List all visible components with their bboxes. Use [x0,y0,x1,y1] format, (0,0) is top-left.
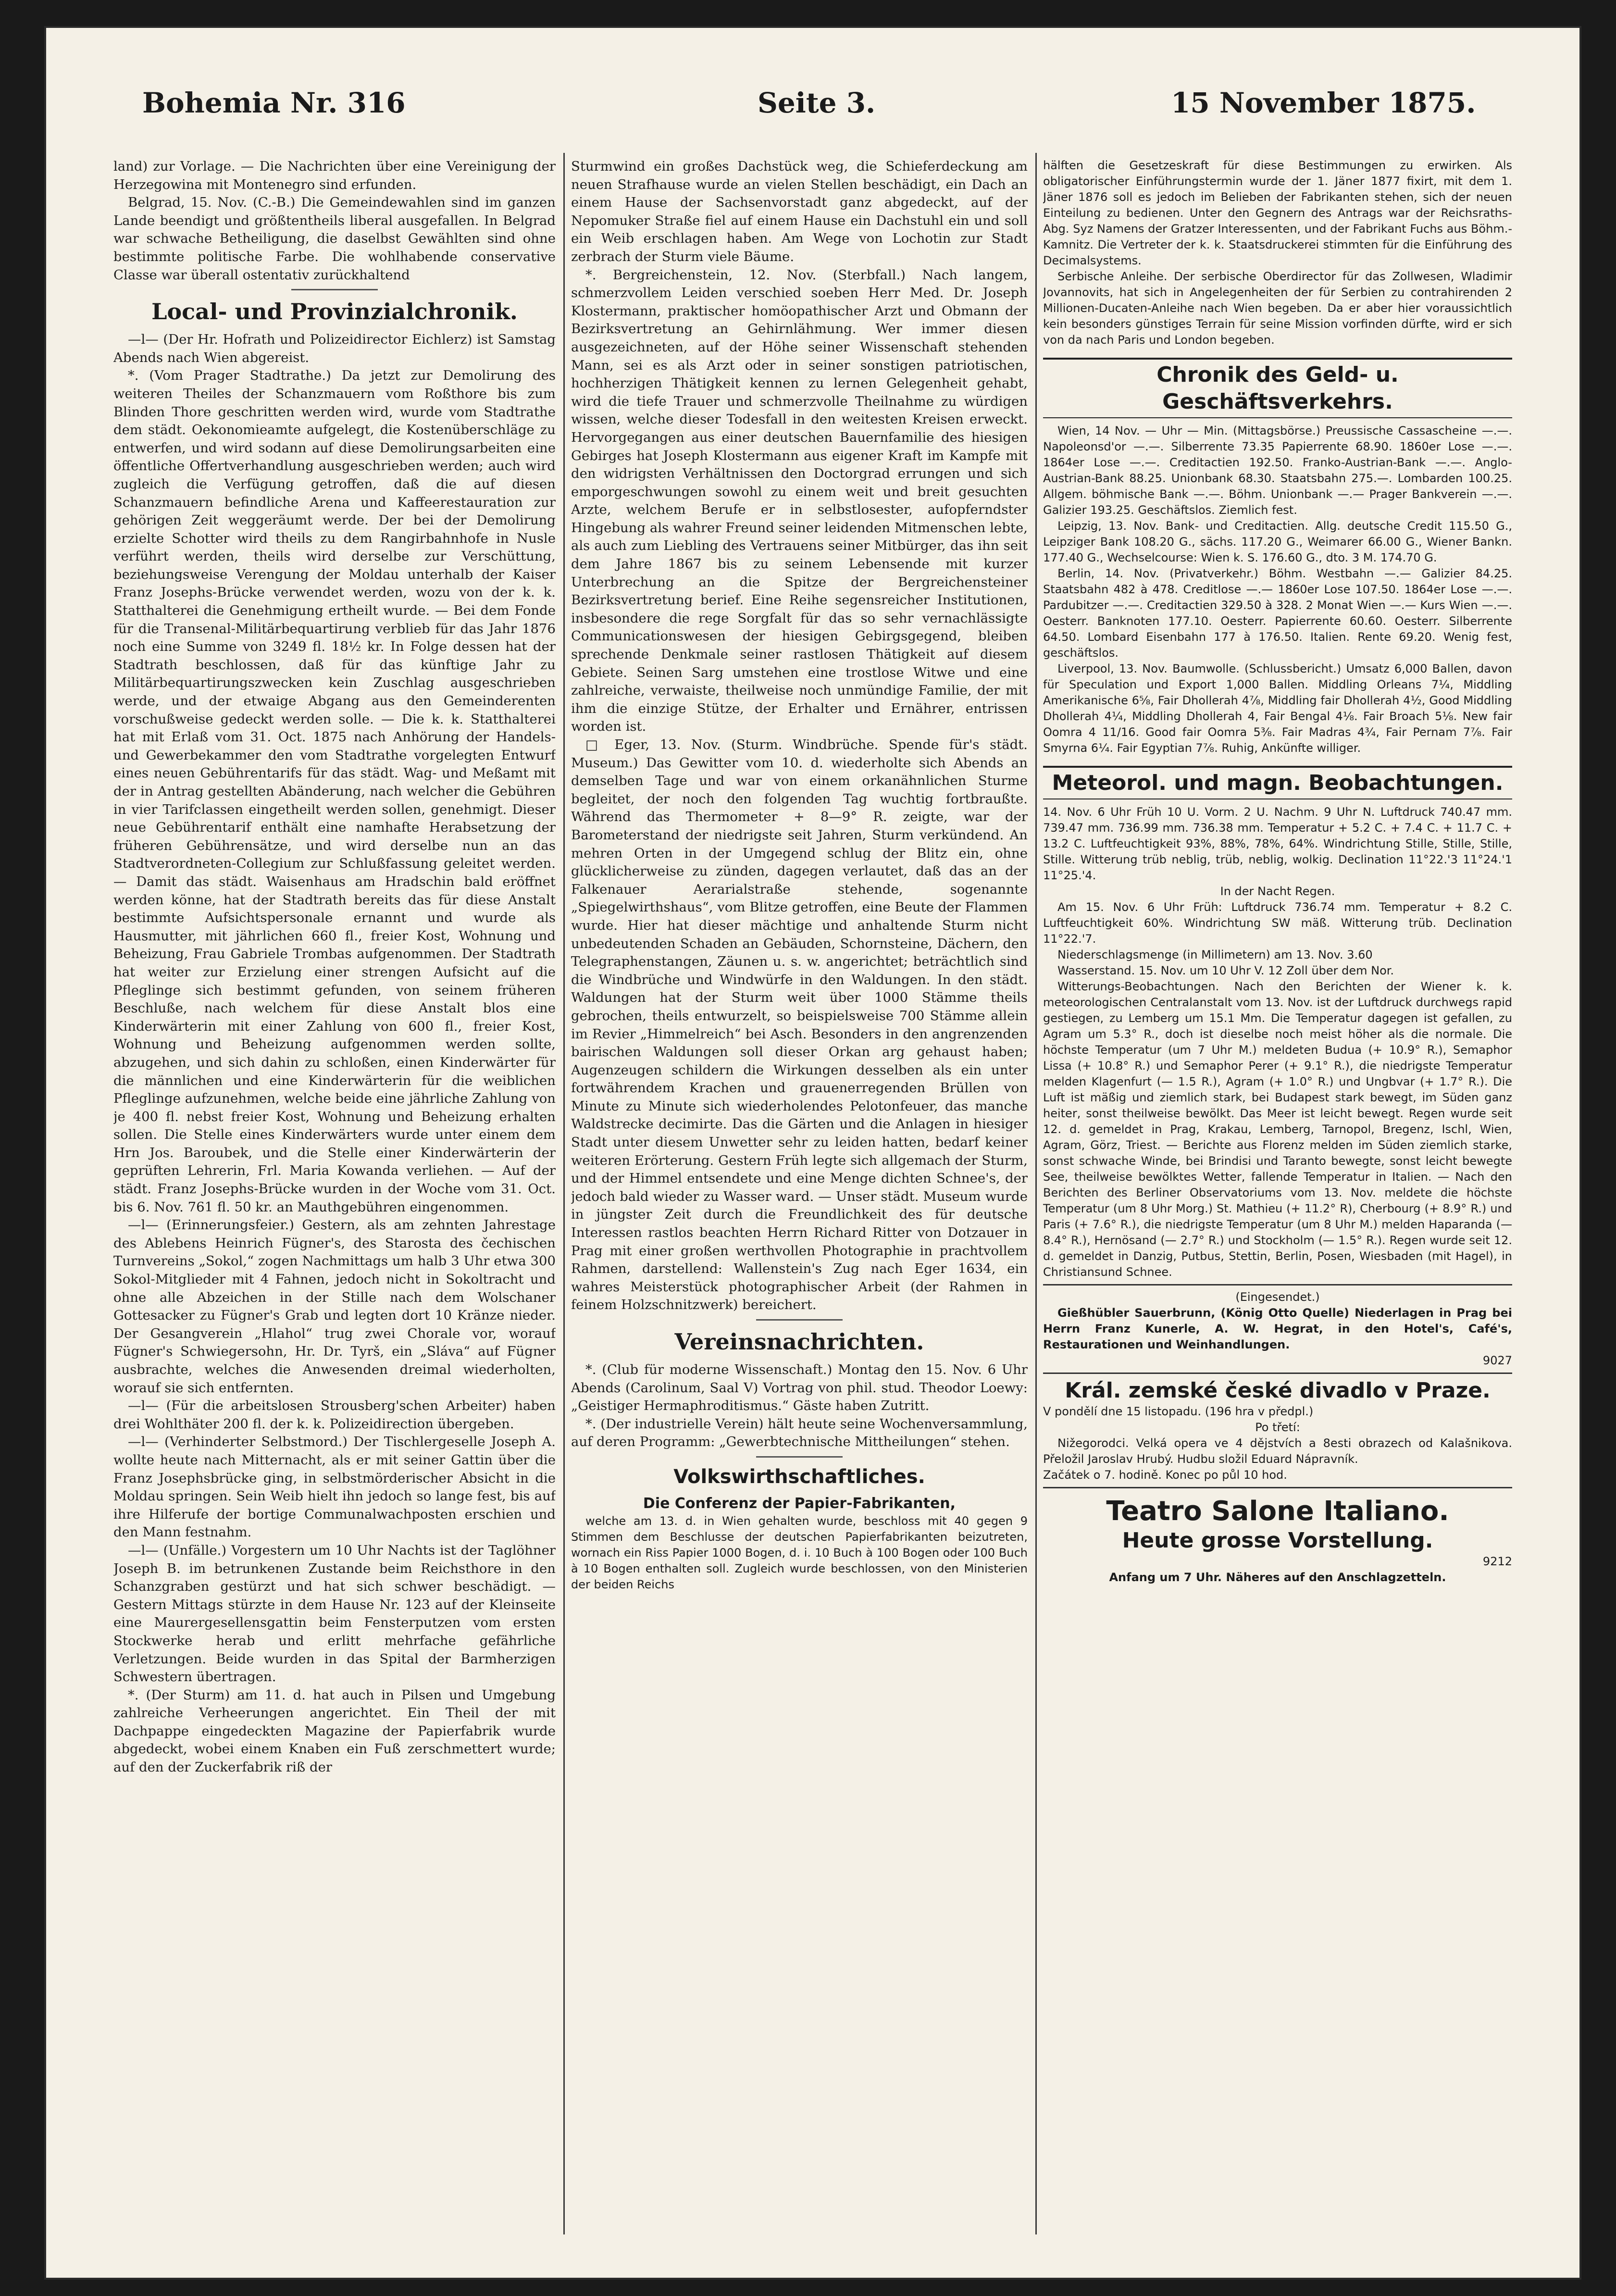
article-text: land) zur Vorlage. — Die Nachrichten über eine Vereinigung der Herzegowina mit Montenegro sind erfunden. [113,159,556,192]
section-title-volkswirtschaft: Volkswirthschaftliches. [673,1465,925,1488]
market-report: Liverpool, 13. Nov. Baumwolle. (Schlussbericht.) Umsatz 6,000 Ballen, davon für Speculation und Export 1,000 Ballen. Middling Orleans 7¼, Middling Amerikanische 6⅝, Fair Dhollerah 4⅞, Middling fair Dhollerah 4½, Good Middling Dhollerah 4¼, Middling Dhollerah 4, Fair Bengal 4⅛. Fair Broach 5⅛. New fair Oomra 4 11/16. Good fair Oomra 5⅜. Fair Madras 4¾, Fair Pernam 7⅞. Fair Smyrna 6¼. Fair Egyptian 7⅞. Ruhig, Ankünfte williger. [1043,662,1512,755]
market-report: Berlin, 14. Nov. (Privatverkehr.) Böhm. Westbahn —.— Galizier 84.25. Staatsbahn 482 à 478. Creditlose —.— 1860er Lose 107.50. 1864er Lose —.—. Pardubitzer —.—. Creditactien 329.50 à 328. 2 Monat Wien —.— Kurs Wien —.—. Oesterr. Banknoten 177.10. Oesterr. Papierrente 60.60. Oesterr. Silberrente 64.50. Lombard Eisenbahn 177 à 176.50. Italien. Rente 69.20. Wenig fest, geschäftslos. [1043,567,1512,660]
market-report: Leipzig, 13. Nov. Bank- und Creditactien. Allg. deutsche Credit 115.50 G., Leipziger Bank 108.20 G., sächs. 117.20 G., Weimarer 66.00 G., Wiener Bankn. 177.40 G., Wechselcourse: Wien k. S. 176.60 G., dto. 3 M. 174.70 G. [1043,519,1512,564]
teatro-title: Teatro Salone Italiano. [1106,1496,1449,1527]
header-issue: Bohemia Nr. 316 [142,87,406,119]
theater-title: Král. zemské české divadlo v Praze. [1065,1378,1491,1403]
column-1 [113,158,556,2249]
article-text: Serbische Anleihe. Der serbische Oberdirector für das Zollwesen, Wladimir Jovannovits, hat sich in Angelegenheiten der für Serbien zu contrahirenden 2 Millionen-Ducaten-Anleihe nach Wien begeben. Da er aber hier voraussichtlich kein besonders günstiges Terrain für seine Mission vorfinden dürfte, wird er sich von da nach Paris und London begeben. [1043,270,1512,347]
column-3 [1043,158,1512,2249]
separator [756,1319,843,1321]
weather-table: 14. Nov. 6 Uhr Früh 10 U. Vorm. 2 U. Nachm. 9 Uhr N. Luftdruck 740.47 mm. 739.47 mm. 736.99 mm. 736.38 mm. Temperatur + 5.2 C. + 7.4 C. + 11.7 C. + 13.2 C. Luftfeuchtigkeit 93%, 88%, 78%, 64%. Windrichtung Stille, Stille, Stille, Stille. Witterung trüb neblig, trüb, neblig, wolkig. Declination 11°22.'3 11°24.'1 11°25.'4. [1043,805,1512,882]
teatro-subtitle: Heute grosse Vorstellung. [1122,1528,1433,1553]
separator [291,289,378,290]
article-text: Sturmwind ein großes Dachstück weg, die Schieferdeckung am neuen Strafhause wurde an vielen Stellen beschädigt, ein Dach an einem Hause der Sachsenvorstadt ganz abgedeckt, auf der Nepomuker Straße fiel auf einem Hause ein Dachstuhl ein und soll ein Weib erschlagen haben. Am Wege von Lochotin zur Stadt zerbrach der Sturm viele Bäume. [571,159,1028,264]
section-title-weather: Meteorol. und magn. Beobachtungen. [1043,766,1512,799]
separator [756,1456,843,1458]
article-text: *. (Der Sturm) am 11. d. hat auch in Pilsen und Umgebung zahlreiche Verheerungen angerichtet. Ein Theil der mit Dachpappe eingedeckten Magazine der Papierfabrik wurde abgedeckt, wobei einem Knaben ein Fuß zerschmettert wurde; auf den der Zuckerfabrik riß der [113,1687,556,1775]
theater-text: V pondělí dne 15 listopadu. (196 hra v předpl.) [1043,1405,1314,1418]
market-report: Wien, 14 Nov. — Uhr — Min. (Mittagsbörse.) Preussische Cassascheine —.—. Napoleonsd'or —.—. Silberrente 73.35 Papierrente 68.90. 1860er Lose —.—. 1864er Lose —.—. Creditactien 192.50. Franko-Austrian-Bank —.—. Anglo-Austrian-Bank 88.25. Unionbank 68.30. Staatsbahn 275.—. Lombarden 100.25. Allgem. böhmische Bank —.—. Böhm. Unionbank —.— Prager Bankverein —.—. Galizier 193.25. Geschäftslos. Ziemlich fest. [1043,424,1512,517]
weather-text: Am 15. Nov. 6 Uhr Früh: Luftdruck 736.74 mm. Temperatur + 8.2 C. Luftfeuchtigkeit 60%. Windrichtung SW mäß. Witterung trüb. Declination 11°22.'7. [1043,900,1512,946]
teatro-footer: Anfang um 7 Uhr. Näheres auf den Anschlagzetteln. [1109,1571,1446,1584]
article-text: □ Eger, 13. Nov. (Sturm. Windbrüche. Spende für's städt. Museum.) Das Gewitter vom 10. d. wiederholte sich Abends an demselben Tage und war von einem orkanähnlichen Sturme begleitet, der noch den folgenden Tag wuchtig fortbraußte. Während das Thermometer + 8—9° R. zeigte, war der Barometerstand der niedrigste seit Jahren, Sturm verkündend. An mehren Orten in der Umgegend schlug der Blitz ein, ohne glücklicherweise zu zünden, dagegen verlautet, daß das an der Falkenauer Aerarialstraße stehende, sogenannte „Spiegelwirthshaus“, vom Blitze getroffen, eine Beute der Flammen wurde. Hier hat dieser mächtige und anhaltende Sturm nicht unbedeutenden Schaden an Gebäuden, Schornsteine, Dächern, den Telegraphenstangen, Zäunen u. s. w. angerichtet; beträchtlich sind die Windbrüche und Windwürfe in den Waldungen. In den städt. Waldungen hat der Sturm weit über 1000 Stämme theils gebrochen, theils entwurzelt, so beispielsweise 700 Stämme allein im Revier „Himmelreich“ bei Asch. Besonders in den angrenzenden bairischen Waldungen soll dieser Orkan arg gehaust haben; Augenzeugen schildern die Wirkungen desselben als ein unter fortwährendem Krachen und grauenerregenden Brüllen von Minute zu Minute sich wiederholendes Pelotonfeuer, das manche Waldstrecke decimirte. Das die Gärten und die Anlagen in hiesiger Stadt unter diesem Unwetter sehr zu leiden hatten, bedarf keiner weiteren Erörterung. Gestern Früh legte sich allgemach der Sturm, und der Himmel entsendete und eine Menge dichten Schnee's, der jedoch bald wieder zu Wasser ward. — Unser städt. Museum wurde in jüngster Zeit durch die Freundlichkeit des für deutsche Interessen rastlos beachten Herrn Richard Ritter von Dotzauer in Prag mit einer großen werthvollen Photographie in prachtvollem Rahmen, darstellend: Wallenstein's Zug nach Eger 1634, ein wahres Meisterstück photographischer Arbeit (der Rahmen in feinem Holzschnitzwerk) bereichert. [571,737,1028,1313]
theater-text: Začátek o 7. hodině. Konec po půl 10 hod. [1043,1468,1287,1482]
advert-number: 9212 [1482,1555,1512,1568]
article-text: *. (Club für moderne Wissenschaft.) Montag den 15. Nov. 6 Uhr Abends (Carolinum, Saal V) Vortrag von phil. stud. Theodor Loewy: „Geistiger Hermaphroditismus.“ Gäste haben Zutritt. [571,1362,1028,1414]
section-title-finance: Chronik des Geld- u. Geschäftsverkehrs. [1043,358,1512,418]
article-text: —l— (Erinnerungsfeier.) Gestern, als am zehnten Jahrestage des Ablebens Heinrich Fügner's, des Starosta des čechischen Turnvereins „Sokol,“ zogen Nachmittags um halb 3 Uhr etwa 300 Sokol-Mitglieder mit 4 Fahnen, jedoch nicht in Sokoltracht und ohne alle Abzeichen in der Stille nach dem Wolschaner Gottesacker zu Fügner's Grab und legten dort 10 Kränze nieder. Der Gesangverein „Hlahol“ trug zwei Chorale vor, worauf Fügner's Schwiegersohn, Hr. Dr. Tyrš, ein „Sláva“ auf Fügner ausbrachte, welches die Anwesenden dreimal wiederholten, worauf sie sich entfernten. [113,1217,556,1396]
column-divider [563,153,565,2234]
weather-note: In der Nacht Regen. [1220,885,1335,898]
header-page-number: Seite 3. [758,87,876,119]
article-text: hälften die Gesetzeskraft für diese Bestimmungen zu erwirken. Als obligatorischer Einführungstermin wurde der 1. Jäner 1877 fixirt, mit dem 1. Jäner 1876 soll es jedoch im Belieben der Fabrikanten stehen, sich der neuen Einteilung zu bedienen. Unter den Gegnern des Antrags war der Reichsraths-Abg. Syz Namens der Gratzer Interessenten, und der Fabrikant Fuchs aus Böhm.-Kamnitz. Die Vertreter der k. k. Staatsdruckerei stimmten für die Einführung des Decimalsystems. [1043,159,1512,267]
newspaper-page [46,28,1579,2278]
theater-text: Po třetí: [1255,1421,1300,1434]
article-text: —l— (Verhinderter Selbstmord.) Der Tischlergeselle Joseph A. wollte heute nach Mitternacht, als er mit seiner Gattin über die Franz Josephsbrücke ging, in selbstmörderischer Absicht in die Moldau springen. Sein Weib hielt ihn jedoch so lange fest, bis auf ihre Hilferufe der bortige Communalwachposten erschien und den Mann festnahm. [113,1434,556,1540]
article-text: —l— (Unfälle.) Vorgestern um 10 Uhr Nachts ist der Taglöhner Joseph B. im betrunkenen Zustande beim Reichsthore in den Schanzgraben gestürzt und hat sich schwer beschädigt. — Gestern Mittags stürzte in dem Hause Nr. 123 auf der Kleinseite eine Maurergesellensgattin beim Fensterputzen vom ersten Stockwerke herab und erlitt mehrfache gefährliche Verletzungen. Beide wurden in das Spital der Barmherzigen Schwestern übertragen. [113,1542,556,1685]
weather-text: Niederschlagsmenge (in Millimetern) am 13. Nov. 3.60 [1057,948,1373,961]
section-title-local: Local- und Provinzialchronik. [151,299,518,325]
advert-text: Gießhübler Sauerbrunn, (König Otto Quelle) Niederlagen in Prag bei Herrn Franz Kunerle, A. W. Hegrat, in den Hotel's, Café's, Restaurationen und Weinhandlungen. [1043,1306,1512,1351]
weather-text: Witterungs-Beobachtungen. Nach den Berichten der Wiener k. k. meteorologischen Centralanstalt vom 13. Nov. ist der Luftdruck durchwegs rapid gestiegen, zu Lemberg um 15.1 Mm. Die Temperatur dagegen ist gefallen, zu Agram um 5.3° R., doch ist dieselbe noch meist höher als die normale. Die höchste Temperatur (um 7 Uhr M.) meldeten Budua (+ 10.9° R.), Semaphor Lissa (+ 10.8° R.) und Semaphor Perer (+ 9.1° R.), die niedrigste Temperatur melden Klagenfurt (— 1.5 R.), Agram (+ 1.0° R.) und Ungbvar (+ 1.7° R.). Die Luft ist mäßig und ziemlich stark, bei Budapest stark bewegt, im Süden ganz heiter, sonst theilweise bewölkt. Das Meer ist leicht bewegt. Regen wurde seit 12. d. gemeldet in Prag, Krakau, Lemberg, Tarnopol, Bregenz, Ischl, Wien, Agram, Görz, Triest. — Berichte aus Florenz melden im Süden ziemlich starke, sonst schwache Winde, bei Brindisi und Taranto bewegte, sonst leicht bewegte See, theilweise bewölktes Wetter, fallende Temperatur in Italien. — Nach den Berichten des Berliner Observatoriums vom 13. Nov. meldete die höchste Temperatur (um 8 Uhr Morg.) St. Mathieu (+ 11.2° R), Cherbourg (+ 8.9° R.) und Paris (+ 7.6° R.), die niedrigste Temperatur (um 8 Uhr M.) melden Haparanda (— 8.4° R.), Hernösand (— 2.7° R.) und Stockholm (— 1.5° R.). Regen wurde seit 12. d. gemeldet in Danzig, Putbus, Stettin, Berlin, Posen, Wiesbaden (mit Hagel), in Christiansund Schnee. [1043,980,1512,1279]
article-text: welche am 13. d. in Wien gehalten wurde, beschloss mit 40 gegen 9 Stimmen dem Beschlusse der deutschen Papierfabrikanten beizutreten, wornach ein Riss Papier 1000 Bogen, d. i. 10 Buch à 100 Bogen oder 100 Buch à 10 Bogen enthalten soll. Zugleich wurde beschlossen, von den Ministerien der beiden Reichs [571,1514,1028,1591]
advert-number: 9027 [1482,1354,1512,1367]
article-text: —l— (Für die arbeitslosen Strousberg'schen Arbeiter) haben drei Wohlthäter 200 fl. der k. k. Polizeidirection übergeben. [113,1398,556,1432]
column-divider [1035,153,1037,2234]
theater-text: Nižegorodci. Velká opera ve 4 dějstvích a 8esti obrazech od Kalašnikova. Přeložil Jaroslav Hrubý. Hudbu složil Eduard Nápravník. [1043,1436,1512,1466]
weather-text: Wasserstand. 15. Nov. um 10 Uhr V. 12 Zoll über dem Nor. [1057,964,1394,977]
page-header [46,28,1579,124]
article-belgrad: Belgrad, 15. Nov. (C.-B.) Die Gemeindewahlen sind im ganzen Lande beendigt und größtentheils liberal ausgefallen. In Belgrad war schwache Betheiligung, die daselbst Gewählten sind ohne bestimmte politische Farbe. Die wohlhabende conservative Classe war überall ostentativ zurückhaltend [113,195,556,283]
article-text: *. (Vom Prager Stadtrathe.) Da jetzt zur Demolirung des weiteren Theiles der Schanzmauern vom Roßthore bis zum Blinden Thore geschritten werden wird, wurde vom Stadtrathe dem städt. Oekonomieamte aufgelegt, die Kostenüberschläge zu entwerfen, und wird sodann auf diese Demolirungsarbeiten eine öffentliche Offertverhandlung ausgeschrieben werden; auch wird zugleich die Verfügung getroffen, daß die auf diesen Schanzmauern befindliche Arena und Kaffeerestauration zur gehörigen Zeit weggeräumt werde. Der bei der Demolirung erzielte Schotter wird theils zu dem Rangirbahnhofe in Nusle verführt werden, theils wird derselbe zur Verschüttung, beziehungsweise Verengung der Moldau unterhalb der Kaiser Franz Josephs-Brücke verwendet werden, wozu von der k. k. Statthalterei die Genehmigung ertheilt wurde. — Bei dem Fonde für die Transenal-Militärbequartirung verblieb für das Jahr 1876 noch eine Summe von 3249 fl. 18½ kr. In Folge dessen hat der Stadtrath beschlossen, daß für das künftige Jahr zu Militärbequartirungszwecken kein Zuschlag ausgeschrieben werde, und der etwaige Abgang aus den Gemeinderenten vorschußweise gedeckt werden solle. — Die k. k. Statthalterei hat mit Erlaß vom 31. Oct. 1875 nach Anhörung der Handels- und Gewerbekammer den vom Stadtrathe vorgelegten Entwurf eines neuen Gebührentarifs für das städt. Wag- und Meßamt mit der in Antrag gestellten Abänderung, nach welcher die Gebühren in vier Tarifclassen eingetheilt werden sollen, genehmigt. Dieser neue Gebührentarif enthält eine namhafte Herabsetzung der früheren Gebührensätze, und wird derselbe nun an das Stadtverordneten-Collegium zur Schlußfassung geleitet werden. — Damit das städt. Waisenhaus am Hradschin bald eröffnet werden könne, hat der Stadtrath bereits das für diese Anstalt bestimmte Aufsichtspersonale ernannt und wurde als Hausmutter, mit jährlichen 660 fl., freier Kost, Wohnung und Beheizung, Frau Gabriele Trombas aufgenommen. Der Stadtrath hat weiter zur Erzielung einer strengen Aufsicht auf die Pfleglinge sich bestimmt gefunden, von seinem früheren Beschluße, nach welchem für diese Anstalt blos eine Kinderwärterin mit einer Zahlung von 600 fl., freier Kost, Wohnung und Beheizung aufgenommen werden sollte, abzugehen, und sich dahin zu schloßen, einen Kinderwärter für die männlichen und eine Kinderwärterin für die weiblichen Pfleglinge aufzunehmen, welche beide eine jährliche Zahlung von je 400 fl. nebst freier Kost, Wohnung und Beheizung erhalten sollen. Die Stelle eines Kinderwärters wurde unter einem dem Hrn Jos. Baroubek, und die Stelle einer Kinderwärterin der geprüften Lehrerin, Frl. Maria Kowanda verliehen. — Auf der städt. Franz Josephs-Brücke wurden in der Woche vom 31. Oct. bis 6. Nov. 761 fl. 50 kr. an Mauthgebühren eingenommen. [113,368,556,1215]
article-heading: Die Conferenz der Papier-Fabrikanten, [643,1495,956,1512]
advert-header: (Eingesendet.) [1235,1290,1320,1304]
column-2 [571,158,1028,2249]
article-text: *. Bergreichenstein, 12. Nov. (Sterbfall.) Nach langem, schmerzvollem Leiden verschied soeben Herr Med. Dr. Joseph Klostermann, praktischer homöopathischer Arzt und Obmann der Bezirksvertretung an Gehirnlähmung. Wer immer diesen ausgezeichneten, auf der Höhe seiner Wissenschaft stehenden Mann, sei es als Arzt oder in seiner sonstigen patriotischen, hochherzigen Thätigkeit kennen zu lernen Gelegenheit gehabt, wird die tiefe Trauer und schmerzvolle Theilnahme zu würdigen wissen, welche dieser Todesfall in den weitesten Kreisen erweckt. Hervorgegangen aus einer deutschen Bauernfamilie des hiesigen Gebirges hat Joseph Klostermann aus eigener Kraft im Kampfe mit den widrigsten Verhältnissen den Doctorgrad errungen und sich emporgeschwungen sowohl zu einem weit und breit gesuchten Arzte, welchem Berufe er in selbstlosester, aufopferndster Hingebung als wahrer Freund seiner leidenden Mitmenschen lebte, als auch zum Liebling des Vertrauens seiner Mitbürger, das ihn seit dem Jahre 1867 bis zu seinem Lebensende mit kurzer Unterbrechung an die Spitze der Bergreichensteiner Bezirksvertretung berief. Eine Reihe segensreicher Institutionen, insbesondere die rege Sorgfalt für das so sehr vernachlässigte Communicationswesen der hiesigen Gebirgsgegend, bleiben sprechende Denkmale seiner rastlosen Thätigkeit auf diesem Gebiete. Seinen Sarg umstehen eine trostlose Witwe und eine zahlreiche, verwaiste, theilweise noch unmündige Familie, der mit ihm die einzige Stütze, der Erhalter und Ernährer, entrissen worden ist. [571,267,1028,735]
header-date: 15 November 1875. [1171,87,1476,119]
section-title-vereine: Vereinsnachrichten. [674,1329,924,1355]
article-text: —l— (Der Hr. Hofrath und Polizeidirector Eichlerz) ist Samstag Abends nach Wien abgereist. [113,332,556,365]
article-text: *. (Der industrielle Verein) hält heute seine Wochenversammlung, auf deren Programm: „Gewerbtechnische Mittheilungen“ stehen. [571,1416,1028,1450]
